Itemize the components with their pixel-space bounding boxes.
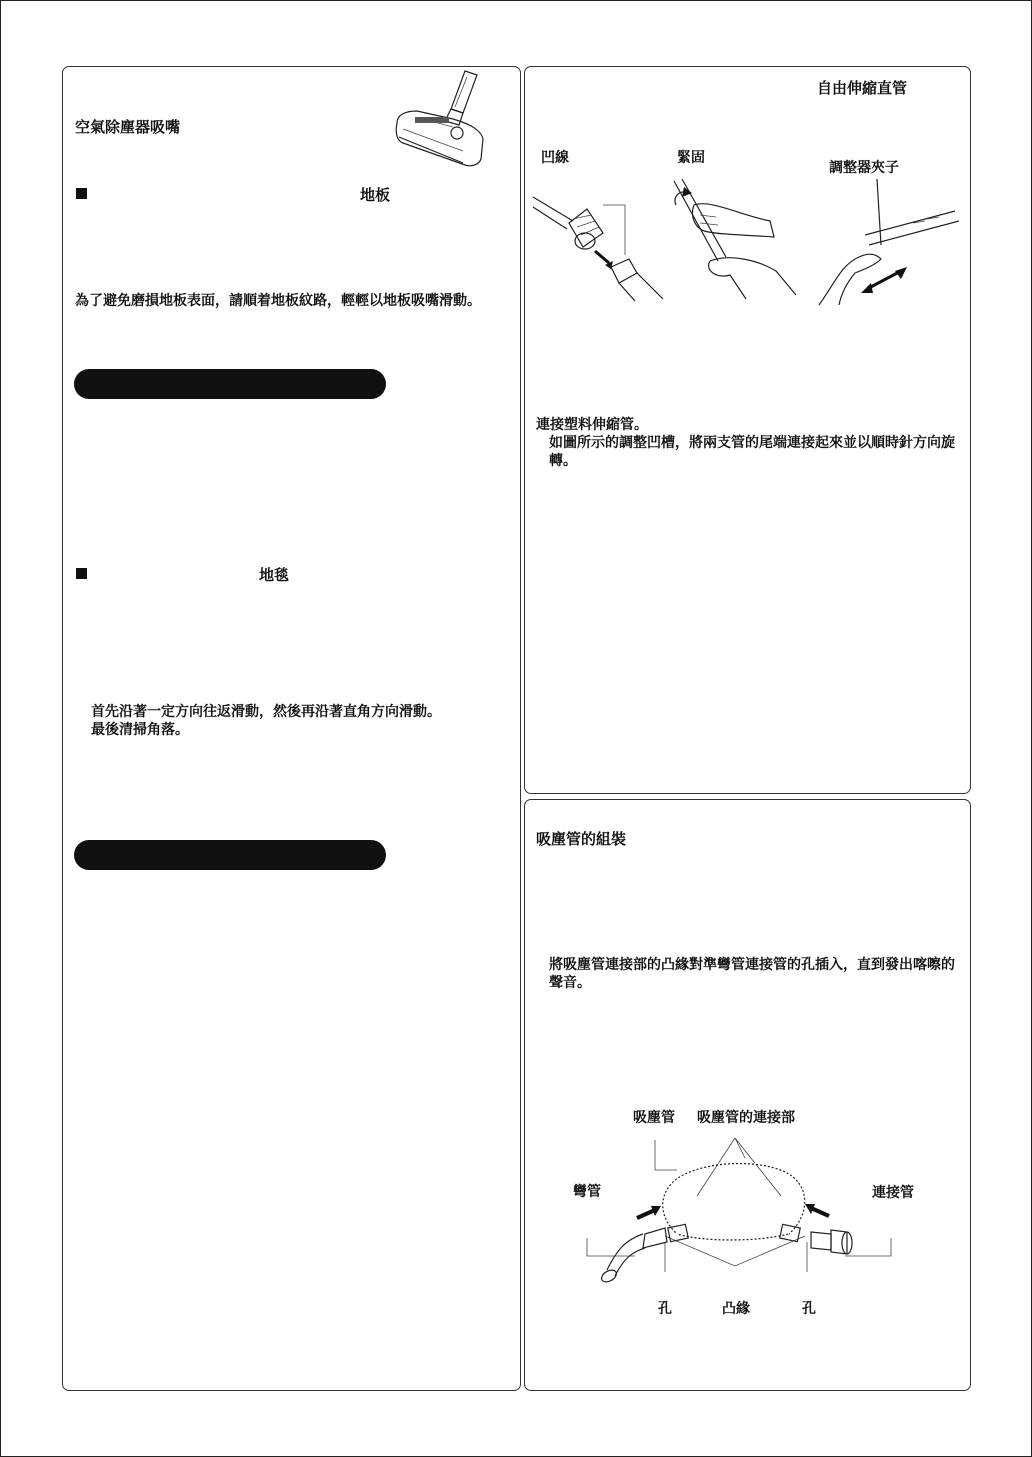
label-connector-pipe: 連接管 bbox=[872, 1185, 914, 1201]
left-panel bbox=[62, 66, 521, 1391]
nozzle-title: 空氣除塵器吸嘴 bbox=[75, 118, 181, 136]
carpet-tip-line-1: 首先沿著一定方向往返滑動，然後再沿著直角方向滑動。 bbox=[91, 704, 441, 720]
floor-heading: 地板 bbox=[360, 186, 391, 204]
carpet-bullet-icon bbox=[76, 568, 87, 579]
extension-step-heading: 連接塑料伸縮管。 bbox=[536, 417, 648, 433]
label-bent-pipe: 彎管 bbox=[573, 1184, 601, 1200]
floor-tip: 為了避免磨損地板表面，請順着地板紋路，輕輕以地板吸嘴滑動。 bbox=[75, 293, 481, 309]
hose-assembly-illustration bbox=[585, 1130, 905, 1280]
label-groove: 凹線 bbox=[541, 150, 569, 166]
extension-pipe-panel bbox=[524, 66, 971, 794]
label-tighten: 緊固 bbox=[677, 150, 705, 166]
hose-assembly-title: 吸塵管的組裝 bbox=[536, 830, 627, 848]
pipe-joining-illustration bbox=[533, 175, 673, 305]
section-bar-2 bbox=[74, 840, 386, 870]
extension-step-text-1: 如圖所示的調整凹槽，將兩支管的尾端連接起來並以順時針方向旋 bbox=[549, 435, 955, 451]
label-hole-right: 孔 bbox=[802, 1301, 816, 1317]
hose-assembly-panel bbox=[524, 799, 971, 1391]
label-hose-joint: 吸塵管的連接部 bbox=[697, 1110, 795, 1126]
floor-bullet-icon bbox=[76, 188, 87, 199]
section-bar-1 bbox=[74, 369, 386, 399]
carpet-tip-line-2: 最後清掃角落。 bbox=[91, 722, 189, 738]
label-hose: 吸塵管 bbox=[633, 1110, 675, 1126]
extension-step-text-2: 轉。 bbox=[549, 453, 577, 469]
label-adjuster-clip: 調整器夾子 bbox=[829, 160, 899, 176]
floor-nozzle-illustration bbox=[393, 67, 493, 182]
hose-assembly-text-1: 將吸塵管連接部的凸緣對準彎管連接管的孔插入，直到發出喀嚓的 bbox=[549, 957, 955, 973]
label-flange: 凸緣 bbox=[722, 1301, 750, 1317]
carpet-heading: 地毯 bbox=[259, 566, 290, 584]
pipe-tightening-illustration bbox=[670, 175, 810, 305]
extension-pipe-title: 自由伸縮直管 bbox=[817, 79, 908, 97]
adjuster-clip-illustration bbox=[815, 175, 965, 305]
hose-assembly-text-2: 聲音。 bbox=[549, 975, 591, 991]
label-hole-left: 孔 bbox=[658, 1301, 672, 1317]
